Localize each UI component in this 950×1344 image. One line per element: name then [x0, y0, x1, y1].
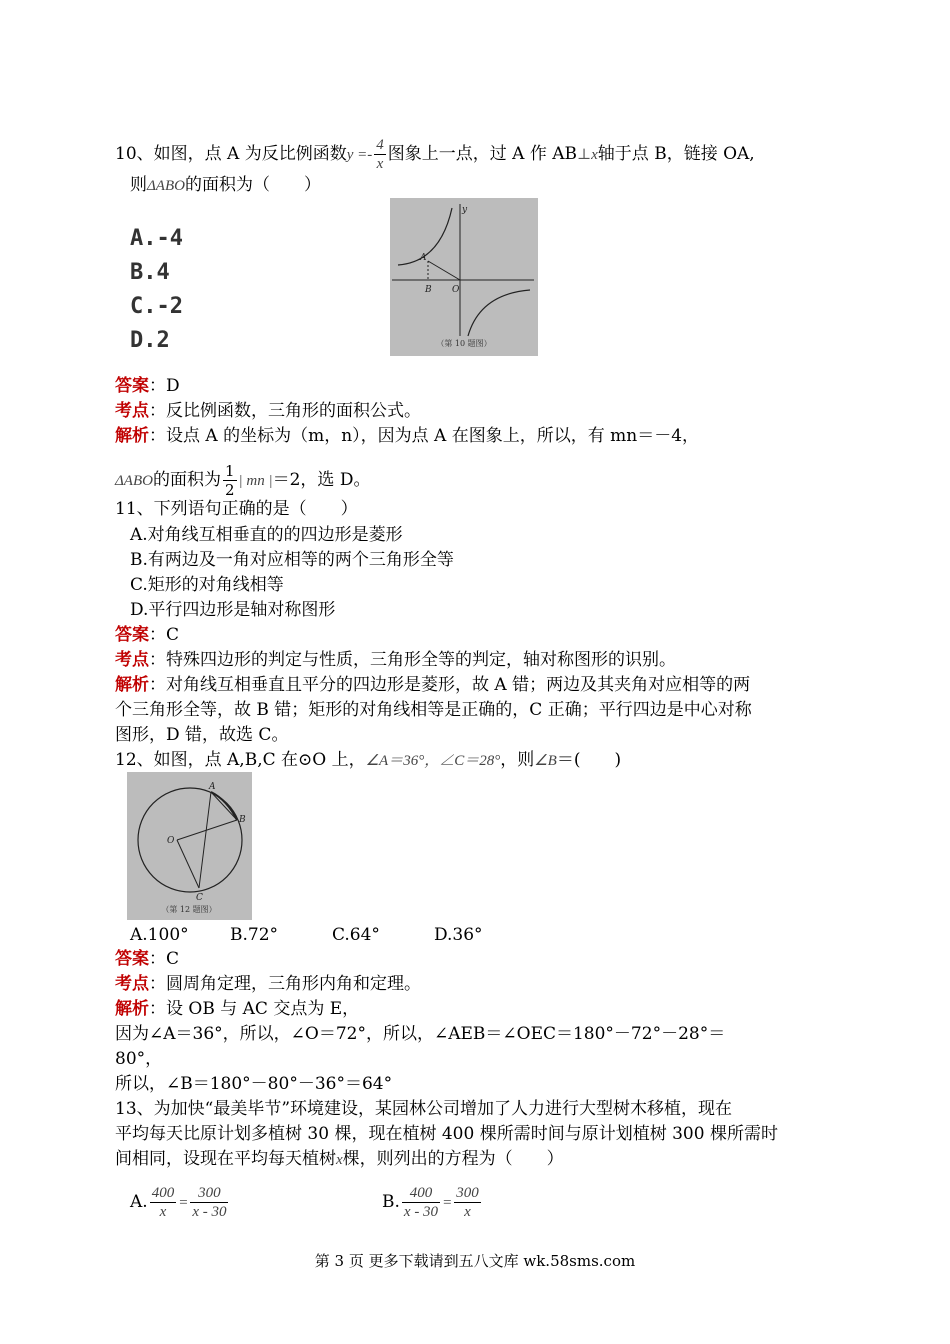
q11-option-c: C.矩形的对角线相等: [130, 575, 284, 595]
q13-stem-line2: 平均每天比原计划多植树 30 棵，现在植树 400 棵所需时间与原计划植树 300 棵所需时: [115, 1124, 778, 1144]
q12-answer: 答案：C: [115, 949, 180, 969]
q12-jiexi-line3: 80°，: [115, 1049, 163, 1069]
q10-func-fraction: $\frac{4}{x}$: [376, 137, 384, 172]
q12-figure-label-a: A: [209, 782, 216, 792]
q13-stem-line1: 13、为加快“最美毕节”环境建设，某园林公司增加了人力进行大型树木移植，现在: [115, 1099, 733, 1119]
q12-figure-circle: [127, 772, 252, 920]
q10-option-a: A.-4: [130, 226, 183, 251]
q10-figure-label-y: y: [462, 205, 468, 215]
q12-figure: [127, 772, 252, 920]
q10-figure-caption: （第 10 题图）: [436, 339, 492, 348]
q12-figure-label-b: B: [239, 815, 246, 825]
q10-option-d: D.2: [130, 328, 170, 353]
q10-area-line: ΔABO的面积为 $\frac{1}{2}$ | mn |＝2，选 D。: [115, 462, 371, 499]
q13-option-b: B. $\frac{400}{x - 30}$ = $\frac{300}{x}$: [382, 1185, 479, 1220]
q10-figure-label-b: B: [425, 285, 432, 295]
q10-option-c: C.-2: [130, 294, 183, 319]
q12-option-c: C.64°: [332, 925, 380, 945]
q11-option-b: B.有两边及一角对应相等的两个三角形全等: [130, 550, 454, 570]
q10-option-b: B.4: [130, 260, 170, 285]
q10-stem-line2: 则ΔABO的面积为（ ）: [130, 175, 321, 195]
q12-jiexi-line2: 因为∠A＝36°，所以，∠O＝72°，所以，∠AEB＝∠OEC＝180°－72°－28°＝: [115, 1024, 726, 1044]
q10-figure-label-a: A: [420, 253, 427, 263]
q11-option-a: A.对角线互相垂直的的四边形是菱形: [130, 525, 403, 545]
q10-jiexi: 解析：设点 A 的坐标为（m，n），因为点 A 在图象上，所以，有 mn＝－4，: [115, 426, 700, 446]
q12-figure-label-o: O: [167, 836, 175, 846]
q11-option-d: D.平行四边形是轴对称图形: [130, 600, 336, 620]
q13-stem-line3: 间相同，设现在平均每天植树x棵，则列出的方程为（ ）: [115, 1149, 564, 1169]
q12-figure-caption: （第 12 题图）: [161, 905, 217, 914]
q10-stem: 10、如图，点 A 为反比例函数y =- $\frac{4}{x}$ 图象上一点，过 A 作 AB⊥x轴于点 B，链接 OA,: [115, 137, 755, 172]
q10-figure: [390, 198, 538, 356]
q12-stem: 12、如图，点 A,B,C 在⊙O 上，∠A＝36°，∠C＝28°，则∠B＝( ): [115, 750, 622, 770]
q10-figure-label-o: O: [452, 285, 460, 295]
q12-figure-label-c: C: [196, 893, 203, 903]
q12-jiexi-line4: 所以，∠B＝180°－80°－36°＝64°: [115, 1074, 393, 1094]
q10-answer: 答案：D: [115, 376, 180, 396]
page-footer: 第 3 页 更多下载请到五八文库 wk.58sms.com: [314, 1252, 636, 1270]
q10-kaodian: 考点：反比例函数，三角形的面积公式。: [115, 401, 421, 421]
q11-jiexi-line3: 图形，D 错，故选 C。: [115, 725, 289, 745]
q11-jiexi: 解析：对角线互相垂直且平分的四边形是菱形，故 A 错；两边及其夹角对应相等的两: [115, 675, 751, 695]
q10-figure-graph: [390, 198, 538, 356]
q13-option-a: A. $\frac{400}{x}$ = $\frac{300}{x - 30}$: [130, 1185, 227, 1220]
q11-jiexi-line2: 个三角形全等，故 B 错；矩形的对角线相等是正确的，C 正确；平行四边是中心对称: [115, 700, 752, 720]
q11-answer: 答案：C: [115, 625, 180, 645]
q12-option-a: A.100°: [130, 925, 189, 945]
q12-option-b: B.72°: [230, 925, 279, 945]
q11-stem: 11、下列语句正确的是（ ）: [115, 499, 358, 519]
q12-kaodian: 考点：圆周角定理，三角形内角和定理。: [115, 974, 421, 994]
q10-area-fraction: $\frac{1}{2}$: [224, 462, 235, 499]
q12-jiexi: 解析：设 OB 与 AC 交点为 E，: [115, 999, 360, 1019]
q12-option-d: D.36°: [434, 925, 483, 945]
q11-kaodian: 考点：特殊四边形的判定与性质，三角形全等的判定，轴对称图形的识别。: [115, 650, 676, 670]
